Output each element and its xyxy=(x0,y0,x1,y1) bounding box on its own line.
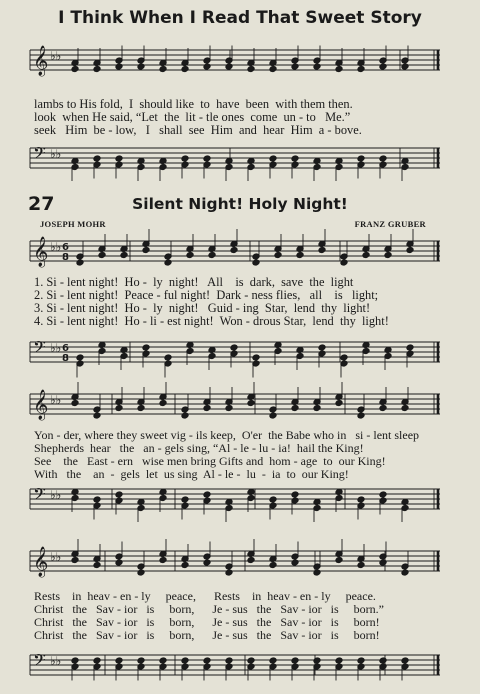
bass-clef-icon: 𝄢 xyxy=(33,337,46,361)
note-head xyxy=(247,657,255,664)
note-head xyxy=(406,344,414,351)
note-head xyxy=(203,155,211,162)
note-head xyxy=(71,400,79,407)
note-head xyxy=(137,405,145,412)
bass-clef-icon: 𝄢 xyxy=(33,143,46,167)
note-head xyxy=(379,63,387,70)
note-head xyxy=(115,155,123,162)
note-head xyxy=(93,66,101,73)
system1-verse-3: 3. Si - lent night! Ho - ly night! Guid - ing Star, lend thy light! xyxy=(34,302,371,315)
note-head xyxy=(181,66,189,73)
note-head xyxy=(159,400,167,407)
note-head xyxy=(225,657,233,664)
staff xyxy=(30,546,440,578)
note-head xyxy=(340,354,348,361)
note-head xyxy=(291,491,299,498)
note-head xyxy=(230,344,238,351)
time-signature-top: 6 xyxy=(62,242,69,253)
note-head xyxy=(291,63,299,70)
note-head xyxy=(76,259,84,266)
bass-clef-icon: 𝄢 xyxy=(33,484,46,508)
note-head xyxy=(357,412,365,419)
note-head xyxy=(181,155,189,162)
note-head xyxy=(203,491,211,498)
note-head xyxy=(357,155,365,162)
note-head xyxy=(357,657,365,664)
note-head xyxy=(379,559,387,566)
note-head xyxy=(203,63,211,70)
note-head xyxy=(291,405,299,412)
note-head xyxy=(269,496,277,503)
note-head xyxy=(357,66,365,73)
note-head xyxy=(335,400,343,407)
note-head xyxy=(159,657,167,664)
flat-sign-icon: ♭♭ xyxy=(50,654,62,668)
note-head xyxy=(247,66,255,73)
note-head xyxy=(252,259,260,266)
note-head xyxy=(335,657,343,664)
flat-sign-icon: ♭♭ xyxy=(50,550,62,564)
note-head xyxy=(159,557,167,564)
hymn-number: 27 xyxy=(28,193,55,215)
note-head xyxy=(115,63,123,70)
note-head xyxy=(379,657,387,664)
note-head xyxy=(313,657,321,664)
note-head xyxy=(291,657,299,664)
time-signature-bottom: 8 xyxy=(62,252,69,263)
note-head xyxy=(340,259,348,266)
treble-clef-icon: 𝄞 xyxy=(33,237,49,267)
note-head xyxy=(71,657,79,664)
note-head xyxy=(252,354,260,361)
note-head xyxy=(362,252,370,259)
note-head xyxy=(357,562,365,569)
system2-verse-3: See the East - ern wise men bring Gifts and hom - age to our King! xyxy=(34,455,386,468)
system2-verse-4: With the an - gels let us sing Al - le - lu - ia to our King! xyxy=(34,468,349,481)
note-head xyxy=(401,405,409,412)
system1-verse-1: 1. Si - lent night! Ho - ly night! All is dark, save the light xyxy=(34,276,354,289)
note-head xyxy=(313,405,321,412)
song1-verse-1: lambs to His fold, I should like to have been with them then. xyxy=(34,98,353,111)
note-head xyxy=(164,354,172,361)
time-signature-bottom: 8 xyxy=(62,353,69,364)
note-head xyxy=(274,252,282,259)
note-head xyxy=(269,155,277,162)
note-head xyxy=(225,569,233,576)
note-head xyxy=(159,66,167,73)
bass-clef-icon: 𝄢 xyxy=(33,650,46,674)
note-head xyxy=(93,562,101,569)
treble-clef-icon: 𝄞 xyxy=(33,46,49,76)
system1-verse-4: 4. Si - lent night! Ho - li - est night! Won - drous Star, lend thy light! xyxy=(34,315,389,328)
note-head xyxy=(93,155,101,162)
note-head xyxy=(93,412,101,419)
system3-verse-1: Rests in heav - en - ly peace, Rests in heav - en - ly peace. xyxy=(34,590,376,603)
note-head xyxy=(247,400,255,407)
note-head xyxy=(142,344,150,351)
note-head xyxy=(98,252,106,259)
note-head xyxy=(203,559,211,566)
staff xyxy=(30,650,440,675)
note-head xyxy=(269,412,277,419)
system1-verse-2: 2. Si - lent night! Peace - ful night! Dark - ness flies, all is light; xyxy=(34,289,379,302)
note-head xyxy=(313,569,321,576)
note-head xyxy=(291,559,299,566)
note-head xyxy=(115,559,123,566)
flat-sign-icon: ♭♭ xyxy=(50,147,62,161)
note-head xyxy=(230,247,238,254)
staff xyxy=(30,389,440,421)
system2-verse-1: Yon - der, where they sweet vig - ils keep, O'er the Babe who in si - lent sleep xyxy=(34,429,420,442)
song1-title: I Think When I Read That Sweet Story xyxy=(58,8,422,28)
note-head xyxy=(164,259,172,266)
note-head xyxy=(357,496,365,503)
note-head xyxy=(71,557,79,564)
system3-verse-2: Christ the Sav - ior is born, Je - sus the Sav - ior is born.” xyxy=(34,603,384,616)
note-head xyxy=(401,569,409,576)
note-head xyxy=(93,657,101,664)
note-head xyxy=(115,657,123,664)
note-head xyxy=(115,405,123,412)
time-signature-top: 6 xyxy=(62,343,69,354)
note-head xyxy=(247,557,255,564)
note-head xyxy=(137,569,145,576)
note-head xyxy=(313,63,321,70)
flat-sign-icon: ♭♭ xyxy=(50,488,62,502)
system3-verse-3: Christ the Sav - ior is born, Je - sus the Sav - ior is born! xyxy=(34,616,380,629)
note-head xyxy=(186,252,194,259)
note-head xyxy=(401,63,409,70)
note-head xyxy=(384,252,392,259)
note-head xyxy=(142,247,150,254)
note-head xyxy=(379,155,387,162)
song1-verse-2: look when He said, “Let the lit - tle ones come un - to Me.” xyxy=(34,111,351,124)
system2-verse-2: Shepherds hear the an - gels sing, “Al - le - lu - ia! hail the King! xyxy=(34,442,364,455)
flat-sign-icon: ♭♭ xyxy=(50,341,62,355)
note-head xyxy=(318,344,326,351)
note-head xyxy=(76,354,84,361)
note-head xyxy=(406,247,414,254)
flat-sign-icon: ♭♭ xyxy=(50,49,62,63)
note-head xyxy=(269,657,277,664)
note-head xyxy=(181,496,189,503)
note-head xyxy=(181,657,189,664)
note-head xyxy=(137,63,145,70)
note-head xyxy=(71,66,79,73)
note-head xyxy=(225,405,233,412)
note-head xyxy=(208,252,216,259)
note-head xyxy=(291,155,299,162)
staff xyxy=(30,484,440,509)
note-head xyxy=(379,405,387,412)
composer-credit: FRANZ GRUBER xyxy=(354,219,426,229)
song1-verse-3: seek Him be - low, I shall see Him and hear Him a - bove. xyxy=(34,124,362,137)
treble-clef-icon: 𝄞 xyxy=(33,390,49,420)
staff xyxy=(30,45,440,77)
note-head xyxy=(181,412,189,419)
flat-sign-icon: ♭♭ xyxy=(50,393,62,407)
note-head xyxy=(318,247,326,254)
note-head xyxy=(401,657,409,664)
note-head xyxy=(181,562,189,569)
note-head xyxy=(335,557,343,564)
note-head xyxy=(269,66,277,73)
note-head xyxy=(335,66,343,73)
note-head xyxy=(296,252,304,259)
note-head xyxy=(120,252,128,259)
staff xyxy=(30,143,440,168)
note-head xyxy=(203,657,211,664)
flat-sign-icon: ♭♭ xyxy=(50,240,62,254)
system3-verse-4: Christ the Sav - ior is born, Je - sus the Sav - ior is born! xyxy=(34,629,380,642)
note-head xyxy=(115,491,123,498)
note-head xyxy=(269,562,277,569)
note-head xyxy=(93,496,101,503)
author-credit: JOSEPH MOHR xyxy=(40,219,106,229)
treble-clef-icon: 𝄞 xyxy=(33,547,49,577)
note-head xyxy=(137,657,145,664)
note-head xyxy=(379,491,387,498)
note-head xyxy=(203,405,211,412)
note-head xyxy=(225,63,233,70)
song2-title: Silent Night! Holy Night! xyxy=(132,195,348,213)
